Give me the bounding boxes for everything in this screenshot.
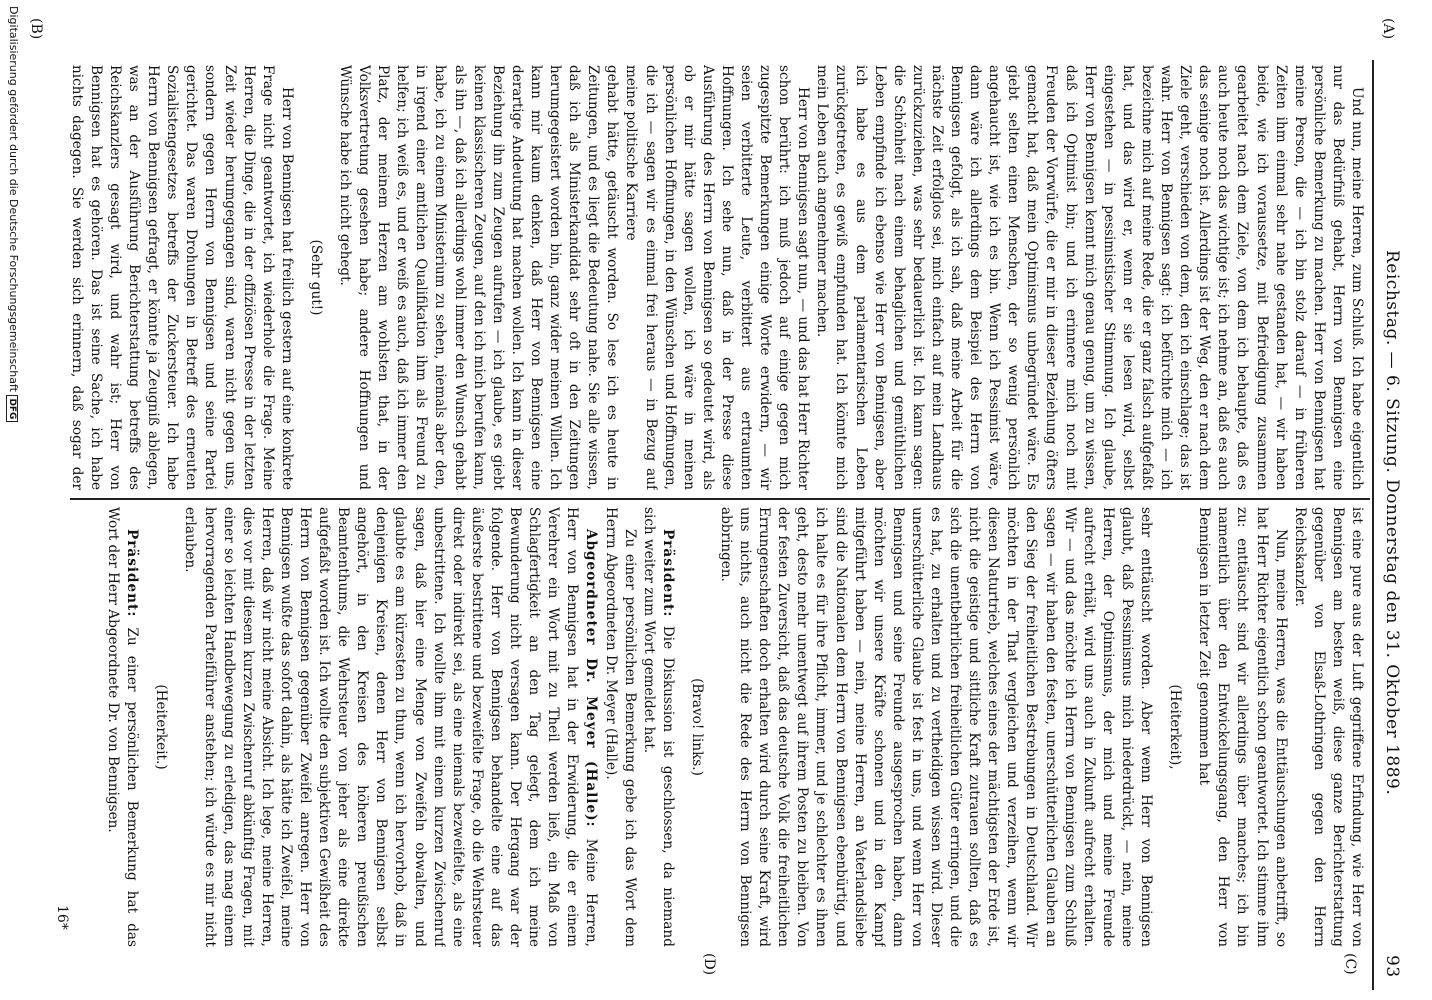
paragraph: ist eine pure aus der Luft gegriffene Erfindung, wie Herr von Bennigsen am besten weiß, diese ganze Berichterstattung gegenüber von Elsaß-Lothringen gegen den Herrn Reichskanzler. bbox=[1291, 507, 1365, 947]
footer bbox=[7, 6, 20, 422]
meyer-paragraph bbox=[180, 507, 600, 947]
speaker-label: Präsident: bbox=[659, 529, 676, 618]
speaker-label: Abgeordneter Dr. Meyer (Halle): bbox=[583, 529, 600, 828]
applause-note: (Sehr gut!) bbox=[307, 239, 324, 316]
margin-letter-b: (B) bbox=[28, 18, 44, 40]
running-title: Reichstag. — 6. Sitzung. Donnerstag den 31. Oktober 1889. bbox=[1382, 250, 1402, 796]
laughter-note: (Heiterkeit), bbox=[1167, 684, 1184, 770]
margin-letter-d: (D) bbox=[701, 953, 717, 976]
paragraph: Herr von Bennigsen hat freilich gestern auf eine konkrete Frage nicht geantwortet, ich wiederhole die Frage. Meine Herren, die Dinge, die in der offiziösen Presse in der letzten Zeit wieder herumgegangen sind, waren nicht gegen uns, sondern gegen Herrn von Bennigsen und seine Partei gerichtet. Das waren Drohungen in Betreff des erneuten Sozialistengesetzes betreffs der Zuckersteuer. Ich habe Herrn von Bennigsen gefragt, er könnte ja Zeugniß ablegen, was an der Ausführung Berichterstattung betreffs des Reichskanzlers gesagt wird, und wahr ist; Herr von Bennigsen hat es gehören. Das ist seine Sache, ich habe nichts dagegen. Sie werden sich erinnern, daß sogar der bbox=[68, 65, 295, 490]
laughter-note: (Heiterkeit.) bbox=[153, 684, 170, 770]
bravo-note: (Bravo! links.) bbox=[688, 678, 705, 776]
dfg-logo: DFG bbox=[6, 395, 18, 422]
paragraph: Zu einer persönlichen Bemerkung gebe ich das Wort dem Herrn Abgeordneten Dr. Meyer (Halle). bbox=[602, 507, 638, 947]
left-column bbox=[66, 65, 1366, 490]
paragraph: gehabt hätte, getäuscht worden. So lese ich es heute in Zeitungen, und es liegt die Bedeutung nahe. Sie alle wissen, daß ich als Ministerkandidat sehr oft in den Zeitungen herumgegeistert worden bin, ganz wider meinen Willen. Ich kann mir kaum denken, daß Herr von Bennigsen eine derartige Andeutung hat machen wollen. Ich kann in dieser Beziehung ihn zum Zeugen aufrufen — ich glaube, es giebt keinen klassischeren Zeugen, auf den ich mich berufen kann, als ihn —, daß ich allerdings wohl immer den Wunsch gehabt habe, ich zu einem Ministerium zu sehen, niemals aber den, in irgend einer amtlichen Qualifikation ihm als Freund zu helfen; ich weiß es, und er weiß es auch, daß ich immer den Platz, der meinem Herzen am wohlsten that, in der Volksvertretung gesehen habe; andere Hoffnungen und Wünsche habe ich nicht gehegt. bbox=[337, 65, 621, 490]
paragraph: Nun, meine Herren, was die Enttäuschungen anbetrifft, so hat Herr Richter eigentlich schon geantwortet. Ich stimme ihm zu: enttäuscht sind wir allerdings über manches; ich bin namentlich über den Entwickelungsgang, den Herr von Bennigsen in letzter Zeit genommen hat bbox=[1196, 507, 1289, 947]
president-paragraph bbox=[103, 507, 141, 947]
right-column bbox=[66, 507, 1366, 947]
column-divider bbox=[70, 498, 1370, 500]
speech-text: Meine Herren, Herr von Bennigsen hat in der Erwiderung, die er einem Verehrer ein Wort mit zu Theil werden ließ, ein Maß von Schlagfertigkeit an den Tag gelegt, dem ich meine Bewunderung nicht versagen kann. Der Hergang war der folgende. Herr von Bennigsen behandelte eine auf das äußerste bestrittene und bezweifelte Frage, ob die Wehrsteuer direkt oder indirekt sei, als eine niemals bezweifelte, als eine unbestrittene. Ich wollte ihm mit einem kurzen Zwischenruf sagen, daß hier eine Menge von Zweifeln obwalten, und glaubte es am kürzesten zu thun, wenn ich hervorhob, daß in denjenigen Kreisen, denen Herr von Bennigsen selbst angehört, in den Kreisen des höheren preußischen Beamtenthums, die Wehrsteuer von jeher als eine direkte aufgefaßt worden ist. Ich wollte den subjektiven Gewißheit des Herrn von Bennigsen gegenüber Zweifel anregen. Herr von Bennigsen wußte das sofort dahin, als hätte ich Zweifel, meine Herren, daß wir nicht meine Absicht. Ich lege, meine Herren, dies vor mit diesem kurzen Zwischenruf abkünftig Fragen, mit einer so leichten Handbewegung zu erledigen, das mag einem hervorragenden Parteiführer anstehen; ich würde es mir nicht erlauben. bbox=[182, 507, 600, 947]
header-rule bbox=[1373, 60, 1375, 990]
president-paragraph bbox=[639, 507, 677, 947]
paragraph: Herr von Bennigsen sagt nun, — und das hat Herr Richter schon berührt: ich muß jedoch auf einige gegen mich zugespitzte Bemerkungen einige Worte erwidern, — wir seien verbitterte Leute, verbittert aus ertraumten Hoffnungen. Ich sehe nun, daß in der Presse diese Ausführung des Herrn von Bennigsen so gedeutet wird, als ob er mir hätte sagen wollen, ich wäre in meinen persönlichen Hoffnungen, in den Wünschen und Hoffnungen, die ich — sagen wir es einmal frei heraus — in Bezug auf meine politische Karriere bbox=[623, 65, 812, 490]
speech-text: Die Diskussion ist geschlossen, da niemand sich weiter zum Wort gemeldet hat. bbox=[640, 507, 676, 947]
footer-text: Digitalisierung gefördert durch die Deutsche Forschungsgemeinschaft bbox=[7, 6, 20, 392]
page-number: 93 bbox=[1382, 955, 1402, 978]
signature-mark: 16* bbox=[54, 905, 70, 930]
margin-letter-a: (A) bbox=[1380, 18, 1396, 40]
speaker-label: Präsident: bbox=[124, 529, 141, 618]
margin-letter-c: (C) bbox=[1342, 953, 1358, 975]
speech-text: Zu einer persönlichen Bemerkung hat das Wort der Herr Abgeordnete Dr. von Bennigsen. bbox=[105, 507, 141, 947]
paragraph: Und nun, meine Herren, zum Schluß. Ich habe eigentlich nur das Bedürfniß gehabt, Herrn von Bennigsen eine persönliche Bemerkung zu machen. Herr von Bennigsen hat meine Person, die — ich bin stolz darauf — in früheren Zeiten ihm einmal sehr nahe gestanden hat, — wir haben beide, wie ich voraussetze, mit Befriedigung zusammen gearbeitet nach dem Ziele, von dem ich behaupte, daß es auch heute noch das wichtige ist; ich nehme an, daß es auch das seinige noch ist. Allerdings ist der Weg, den er nach dem Ziele geht, verschieden von dem, den ich einschlage; das ist wahr. Herr von Bennigsen sagt: ich befürchte mich — ich bezeichne mich auf meine Rede, die er ganz falsch aufgefaßt hat, und das wird er, wenn er sie lesen wird, selbst eingestehen — in pessimistischer Stimmung. Ich glaube, Herr von Bennigsen kennt mich genau genug, um zu wissen, daß ich Optimist bin; und ich erinnere mich noch mit Freuden der Vorwürfe, die er mir in dieser Beziehung öfters gemacht hat, daß mein Optimismus unbegründet wäre. Es giebt selten einen Menschen, der so wenig persönlich angehaucht ist, wie ich es bin. Wenn ich Pessimist wäre, dann wäre ich allerdings dem Beispiel des Herrn von Bennigsen gefolgt, als ich sah, daß meine Arbeit für die nächste Zeit erfolglos sei, mich einfach auf mein Landhaus zurückzuziehen, was sehr bedauerlich ist. Ich kann sagen: die Schönheit nach einem behaglichen und gemüthlichen Leben empfinde ich ebenso wie Herr von Bennigsen, aber ich habe es aus dem parlamentarischen Leben zurückgetreten, es gewiß empfunden hat. Ich könnte mich mein Leben auch angenehmer machen. bbox=[814, 65, 1365, 490]
paragraph: sehr enttäuscht worden. Aber wenn Herr von Bennigsen glaubt, daß Pessimismus mich niederdrückt, — nein, meine Herren, der Optimismus, der mich und meine Freunde aufrecht erhält, wird uns auch in Zukunft aufrecht erhalten. Wir — und das möchte ich Herrn von Bennigsen zum Schluß sagen — wir haben den festen, unerschütterlichen Glauben an den Sieg der freiheitlichen Bestrebungen in Deutschland. Wir möchten in der That vergleichen und verzeihen, wenn wir diesen Naturtrieb, welches eines der mächtigsten der Erde ist, nicht die geistige und sittliche Kraft zutrauen sollten, daß es sich die unentbehrlichen freiheitlichen Güter erringen, und die es hat, zu erhalten und zu vertheidigen wissen wird. Dieser unerschütterliche Glaube ist fest in uns, und wenn Herr von Bennigsen und seine Freunde ausgesprochen haben, dann möchten wir unsere Kräfte schonen und in den Kampf mitgeführt haben — nein, meine Herren, an Vaterlandsliebe sind die Nationalen dem Herrn von Bennigsen ebenbürtig, und ich halte es für ihre Pflicht, immer, und je schlechter es ihnen geht, desto mehr unentwegt auf ihrem Posten zu bleiben. Von der festen Zuversicht, daß das deutsche Volk die freiheitlichen Errungenschaften doch erhalten wird durch seine Kraft, wird uns nichts, auch nicht die Rede des Herrn von Bennigsen abbringen. bbox=[718, 507, 1155, 947]
